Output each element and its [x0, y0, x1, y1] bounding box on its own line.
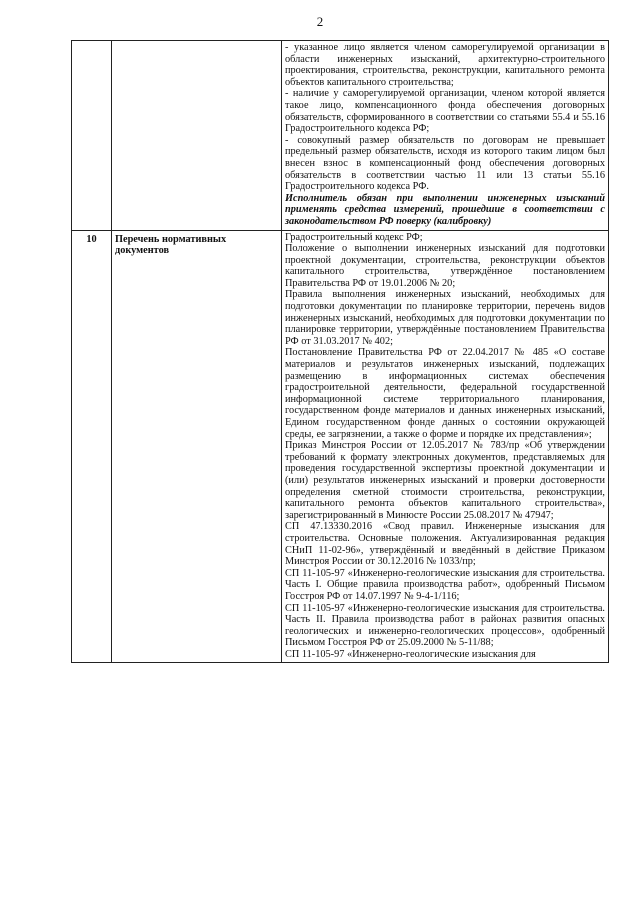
normative-document-item: Правила выполнения инженерных изысканий, необходимых для подготовки документации по планировке территории, перечень видов инженерных изысканий, необходимых для подготовки документации по планировке территории, утверждённые постановлением Правительства РФ от 31.03.2017 № 402;	[285, 289, 605, 347]
content-paragraph: - наличие у саморегулируемой организации, членом которой является такое лицо, компенсационного фонда обеспечения договорных обязательств, сформированного в соответствии со статьями 55.4 и 55.16 Градостроительного кодекса РФ;	[285, 88, 605, 135]
normative-document-item: Положение о выполнении инженерных изысканий для подготовки проектной документации, строительства, реконструкции объектов капитального строительства, утверждённое постановлением Правительства РФ от 19.01.2006 № 20;	[285, 243, 605, 289]
row-content-cell	[282, 230, 609, 663]
row-content-cell	[282, 41, 609, 231]
row-number-cell-empty	[72, 41, 112, 231]
row-label-cell-empty	[112, 41, 282, 231]
normative-document-item: СП 11-105-97 «Инженерно-геологические изыскания для	[285, 648, 536, 660]
requirements-table	[71, 40, 609, 663]
emphasis-paragraph: Исполнитель обязан при выполнении инженерных изысканий применять средства измерений, прошедшие в соответствии с законодательством РФ поверку (калибровку)	[285, 192, 605, 227]
normative-document-item: СП 11-105-97 «Инженерно-геологические изыскания для строительства. Часть II. Правила производства работ в районах развития опасных геологических и инженерно-геологических процессов», одобренный Письмом Госстроя РФ от 25.09.2000 № 5-11/88;	[285, 602, 605, 649]
normative-document-item: Постановление Правительства РФ от 22.04.2017 № 485 «О составе материалов и результатов инженерных изысканий, подлежащих размещению в информационных системах обеспечения градостроительной деятельности, федеральной государственной информационной системе территориального планирования, государственном фонде материалов и данных инженерных изысканий, Едином государственном фонде данных о состоянии окружающей среды, ее загрязнении, а также о форме и порядке их представления»;	[285, 347, 605, 440]
content-paragraph: - указанное лицо является членом саморегулируемой организации в области инженерных изысканий, архитектурно-строительного проектирования, строительства, реконструкции, капитального ремонта объектов капитального строительства;	[285, 42, 605, 88]
table-row-10	[72, 230, 609, 663]
normative-document-item: СП 11-105-97 «Инженерно-геологические изыскания для строительства. Часть I. Общие правила производства работ», одобренный Письмом Госстроя РФ от 14.07.1997 № 9-4-1/116;	[285, 567, 605, 602]
table-row-previous	[72, 41, 609, 231]
row-number: 10	[72, 230, 112, 663]
content-paragraph: - совокупный размер обязательств по договорам не превышает предельный размер обязательств, исходя из которого таким лицом был внесен взнос в компенсационный фонд обеспечения договорных обязательств в соответствии частью 11 или 13 статьи 55.16 Градостроительного кодекса РФ.	[285, 134, 605, 193]
normative-document-item: Приказ Минстроя России от 12.05.2017 № 783/пр «Об утверждении требований к формату электронных документов, представляемых для проведения государственной экспертизы проектной документации и (или) результатов инженерных изысканий и проверки достоверности определения сметной стоимости строительства, реконструкции, капитального ремонта объектов капитального строительства», зарегистрированный в Минюсте России 25.08.2017 № 47947;	[285, 440, 605, 521]
normative-document-item: Градостроительный кодекс РФ;	[285, 231, 423, 243]
page-number: 2	[316, 14, 324, 29]
row-label: Перечень нормативных документов	[112, 230, 282, 663]
normative-document-item: СП 47.13330.2016 «Свод правил. Инженерные изыскания для строительства. Основные положения. Актуализированная редакция СНиП 11-02-96», утверждённый и введённый в действие Приказом Минстроя России от 30.12.2016 № 1033/пр;	[285, 521, 605, 568]
